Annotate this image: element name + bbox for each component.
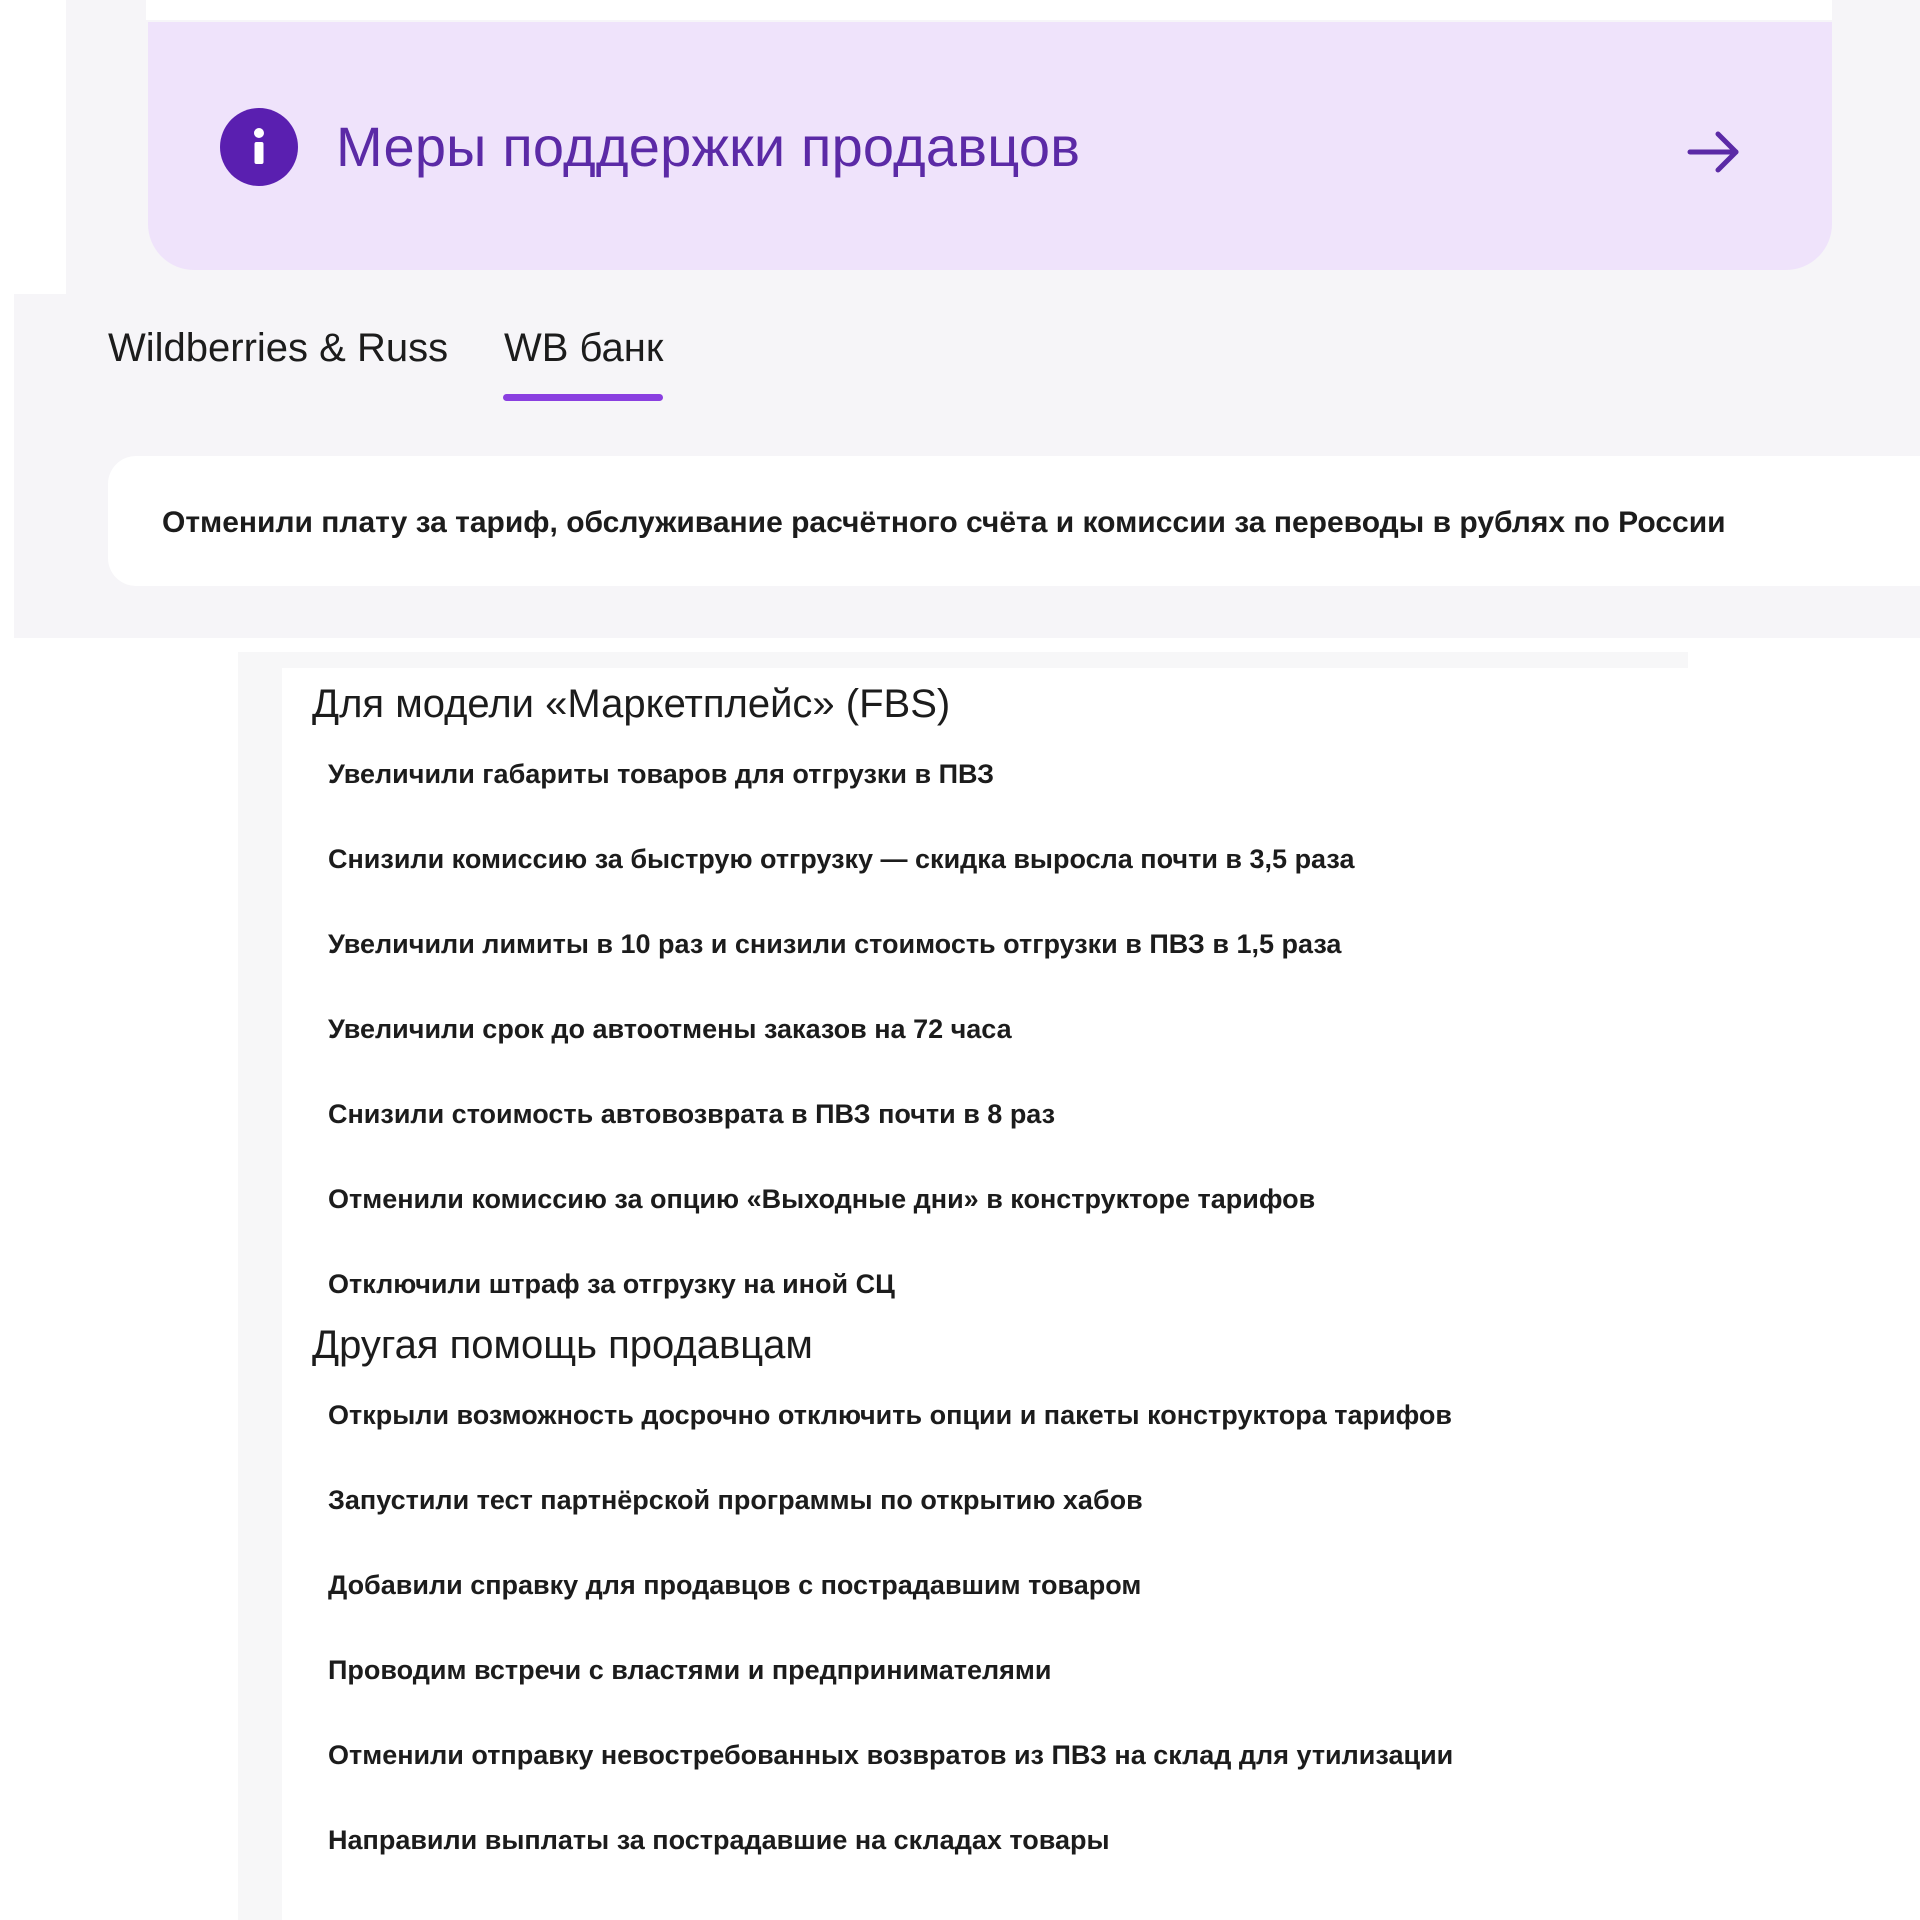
- list-item: Снизили стоимость автовозврата в ПВЗ почти в 8 раз: [328, 1099, 1056, 1129]
- section-title-other-help: Другая помощь продавцам: [312, 1323, 813, 1367]
- list-item: Увеличили срок до автоотмены заказов на 72 часа: [328, 1014, 1012, 1044]
- list-item: Отключили штраф за отгрузку на иной СЦ: [328, 1269, 895, 1299]
- list-item: Добавили справку для продавцов с пострадавшим товаром: [328, 1570, 1142, 1600]
- list-item: Увеличили лимиты в 10 раз и снизили стоимость отгрузки в ПВЗ в 1,5 раза: [328, 929, 1342, 959]
- tab-wildberries-russ[interactable]: Wildberries & Russ: [108, 326, 449, 370]
- notice-card: [108, 456, 1920, 586]
- list-item: Направили выплаты за пострадавшие на складах товары: [328, 1825, 1110, 1855]
- content-top-gutter: [282, 652, 1688, 668]
- list-item: Проводим встречи с властями и предпринимателями: [328, 1655, 1052, 1685]
- arrow-right-icon[interactable]: [1684, 122, 1744, 182]
- section-title-fbs: Для модели «Маркетплейс» (FBS): [312, 682, 951, 726]
- list-item: Открыли возможность досрочно отключить опции и пакеты конструктора тарифов: [328, 1400, 1452, 1430]
- active-tab-indicator: [503, 394, 663, 401]
- seller-support-banner[interactable]: [148, 22, 1832, 270]
- list-item: Запустили тест партнёрской программы по открытию хабов: [328, 1485, 1143, 1515]
- list-item: Увеличили габариты товаров для отгрузки в ПВЗ: [328, 759, 995, 789]
- info-icon: [220, 108, 298, 186]
- notice-text: Отменили плату за тариф, обслуживание расчётного счёта и комиссии за переводы в рублях по России: [162, 506, 1726, 539]
- list-item: Снизили комиссию за быструю отгрузку — скидка выросла почти в 3,5 раза: [328, 844, 1355, 874]
- banner-title: Меры поддержки продавцов: [336, 115, 1081, 178]
- content-gutter: [238, 652, 282, 1920]
- top-strip: [146, 0, 1832, 20]
- list-item: Отменили отправку невостребованных возвратов из ПВЗ на склад для утилизации: [328, 1740, 1454, 1770]
- list-item: Отменили комиссию за опцию «Выходные дни» в конструкторе тарифов: [328, 1184, 1316, 1214]
- tab-wb-bank[interactable]: WB банк: [504, 326, 664, 370]
